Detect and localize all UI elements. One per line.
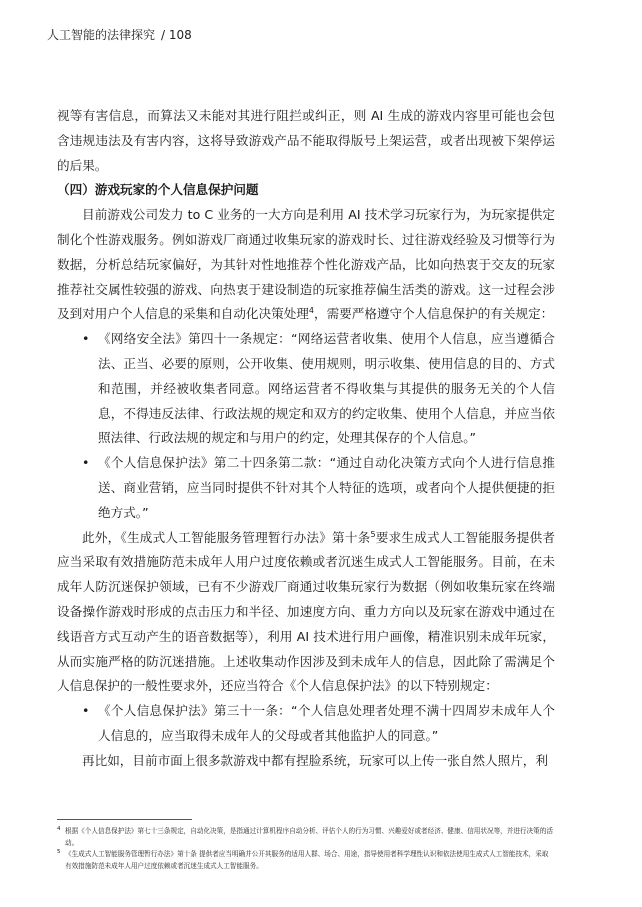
paragraph-face-system: 再比如，目前市面上很多款游戏中都有捏脸系统，玩家可以上传一张自然人照片，利: [82, 752, 548, 768]
footnote-ref-4[interactable]: 4: [308, 306, 314, 316]
footnotes: [57, 826, 555, 872]
page-number: / 108: [161, 28, 192, 42]
bullet-text: 《网络安全法》第四十一条规定：“网络运营者收集、使用个人信息，应当遵循合法、正当、必要的原则，公开收集、使用规则，明示收集、使用信息的目的、方式和范围，并经被收集者同意。网络运营者不得收集与其提供的服务无关的个人信息，不得违反法律、行政法规的规定和双方的约定收集、使用个人信息，并应当依照法律、行政法规的规定和与用户的约定，处理其保存的个人信息。”: [98, 331, 555, 446]
paragraph-minors: [57, 526, 555, 700]
bullet-text: 《个人信息保护法》第二十四条第二款：“通过自动化决策方式向个人进行信息推送、商业营销，应当同时提供不针对其个人特征的选项，或者向个人提供便捷的拒绝方式。”: [98, 455, 555, 520]
bullet-item: [57, 327, 555, 451]
bullet-dot-icon: •: [82, 703, 90, 719]
bullet-list-laws: [57, 327, 555, 525]
bullet-list-special: [57, 699, 555, 749]
paragraph-intro-text-1: 目前游戏公司发力 to C 业务的一大方向是利用 AI 技术学习玩家行为，为玩家提供定制化个性游戏服务。例如游戏厂商通过收集玩家的游戏时长、过往游戏经验及习惯等行为数据，分析总结玩家偏好，为其针对性地推荐个性化游戏产品，比如向热衷于交友的玩家推荐社交属性较强的游戏、向热衷于建设制造的玩家推荐偏生活类的游戏。这一过程会涉及到对用户个人信息的采集和自动化决策处理: [57, 207, 555, 322]
running-header: [47, 26, 192, 43]
paragraph-minors-text-1: 此外，《生成式人工智能服务管理暂行办法》第十条: [82, 529, 371, 545]
footnote-text: 《生成式人工智能服务管理暂行办法》第十条 提供者应当明确并公开其服务的适用人群、场合、用途，指导使用者科学理性认识和依法使用生成式人工智能技术，采取有效措施防范未成年人用户过度依赖或者沉迷生成式人工智能服务。: [65, 850, 549, 870]
section-heading: （四）游戏玩家的个人信息保护问题: [57, 182, 259, 198]
bullet-dot-icon: •: [82, 331, 90, 347]
paragraph-continued: 视等有害信息，而算法又未能对其进行阻拦或纠正，则 AI 生成的游戏内容里可能也会包含违规违法及有害内容，这将导致游戏产品不能取得版号上架运营，或者出现被下架停运的后果。: [57, 108, 555, 173]
bullet-item: [57, 699, 555, 749]
footnote-number: 4: [57, 826, 61, 832]
main-text: [57, 104, 555, 774]
paragraph-intro: [57, 203, 555, 327]
book-title: 人工智能的法律探究: [47, 28, 156, 42]
bullet-dot-icon: •: [82, 455, 90, 471]
footnote-ref-5[interactable]: 5: [370, 529, 376, 539]
footnote-number: 5: [57, 849, 61, 855]
footnote-divider: [57, 819, 192, 820]
bullet-item: [57, 451, 555, 525]
bullet-text: 《个人信息保护法》第三十一条：“个人信息处理者处理不满十四周岁未成年人个人信息的，应当取得未成年人的父母或者其他监护人的同意。”: [98, 703, 555, 743]
paragraph-minors-text-2: 要求生成式人工智能服务提供者应当采取有效措施防范未成年人用户过度依赖或者沉迷生成式人工智能服务。目前，在未成年人防沉迷保护领域，已有不少游戏厂商通过收集玩家行为数据（例如收集玩家在终端设备操作游戏时形成的点击压力和半径、加速度方向、重力方向以及玩家在游戏中通过在线语音方式互动产生的语音数据等），利用 AI 技术进行用户画像，精准识别未成年玩家，从而实施严格的防沉迷措施。上述收集动作因涉及到未成年人的信息，因此除了需满足个人信息保护的一般性要求外，还应当符合《个人信息保护法》的以下特别规定：: [57, 529, 556, 694]
footnote-item: [57, 826, 555, 849]
footnote-item: [57, 849, 555, 872]
footnote-text: 根据《个人信息保护法》第七十三条规定，自动化决策，是指通过计算机程序自动分析、评估个人的行为习惯、兴趣爱好或者经济、健康、信用状况等，并进行决策的活动。: [65, 827, 553, 847]
paragraph-intro-text-2: ，需要严格遵守个人信息保护的有关规定：: [313, 306, 554, 322]
